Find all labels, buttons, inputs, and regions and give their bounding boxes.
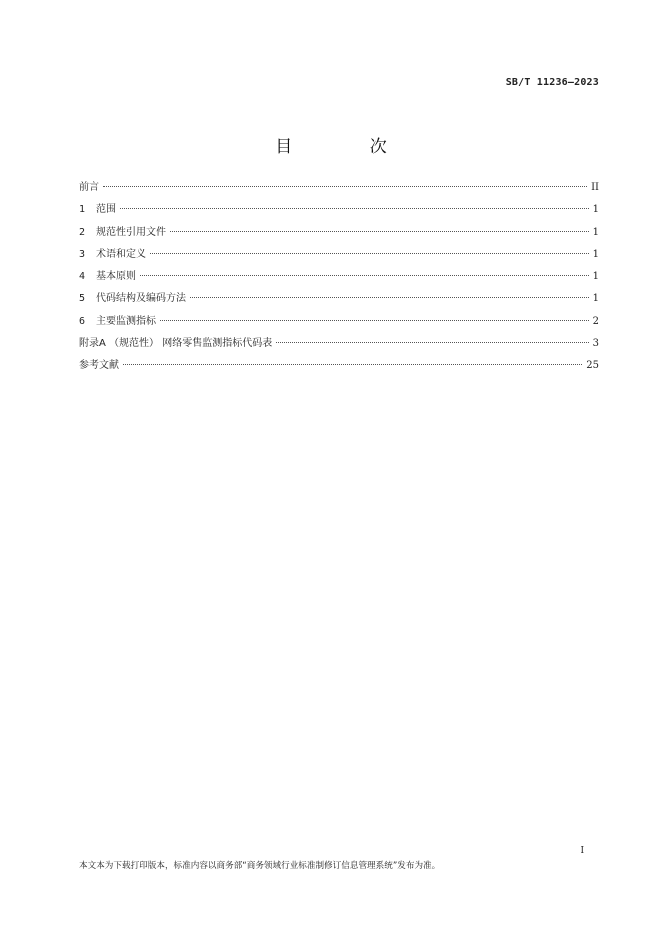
toc-entry-page: 1 xyxy=(592,271,599,283)
toc-entry-label: 前言 xyxy=(79,182,99,193)
toc-entry-scope[interactable] xyxy=(79,202,599,224)
toc-entry-label: 术语和定义 xyxy=(96,248,146,260)
toc-entry-label: 基本原则 xyxy=(96,271,136,283)
toc-entry-number: 2 xyxy=(79,226,86,238)
footer-note: 本文本为下载打印版本，标准内容以商务部“商务领域行业标准制修订信息管理系统”发布为准。 xyxy=(79,861,441,871)
toc-entry-bibliography[interactable] xyxy=(79,358,599,380)
toc-entry-number: 6 xyxy=(79,315,86,327)
toc-entry-page: 1 xyxy=(592,226,599,238)
toc-entry-label: 代码结构及编码方法 xyxy=(96,293,186,305)
toc-leader-dots xyxy=(103,186,587,187)
toc-leader-dots xyxy=(120,208,589,209)
toc-entry-code-structure[interactable] xyxy=(79,291,599,313)
toc-entry-page: 2 xyxy=(592,315,599,327)
page-title: 目 次 xyxy=(275,137,423,157)
toc-leader-dots xyxy=(276,342,588,343)
table-of-contents xyxy=(79,180,599,381)
toc-entry-label: 参考文献 xyxy=(79,360,119,372)
toc-entry-label: 范围 xyxy=(96,204,116,216)
toc-entry-label: 规范性引用文件 xyxy=(96,226,166,238)
toc-leader-dots xyxy=(160,320,589,321)
toc-entry-appendix-a[interactable] xyxy=(79,336,599,358)
page-number: I xyxy=(580,846,584,856)
toc-entry-terms-definitions[interactable] xyxy=(79,247,599,269)
toc-entry-page: 1 xyxy=(592,293,599,305)
toc-leader-dots xyxy=(190,297,589,298)
toc-entry-page: 25 xyxy=(586,360,599,372)
toc-entry-number: 4 xyxy=(79,271,86,283)
toc-entry-number: 3 xyxy=(79,248,86,260)
toc-entry-number: 1 xyxy=(79,204,86,216)
toc-entry-foreword[interactable] xyxy=(79,180,599,202)
toc-entry-basic-principles[interactable] xyxy=(79,269,599,291)
toc-entry-page: II xyxy=(591,182,599,193)
toc-entry-number: 5 xyxy=(79,293,86,305)
toc-entry-page: 1 xyxy=(592,204,599,216)
toc-entry-label: 附录A （规范性） 网络零售监测指标代码表 xyxy=(79,338,273,350)
toc-entry-normative-references[interactable] xyxy=(79,225,599,247)
toc-leader-dots xyxy=(123,364,582,365)
toc-entry-page: 3 xyxy=(592,338,599,350)
toc-entry-label: 主要监测指标 xyxy=(96,315,156,327)
toc-entry-main-indicators[interactable] xyxy=(79,314,599,336)
toc-entry-page: 1 xyxy=(592,248,599,260)
toc-leader-dots xyxy=(170,231,589,232)
toc-leader-dots xyxy=(150,253,589,254)
toc-leader-dots xyxy=(140,275,589,276)
standard-number: SB/T 11236—2023 xyxy=(505,77,599,88)
